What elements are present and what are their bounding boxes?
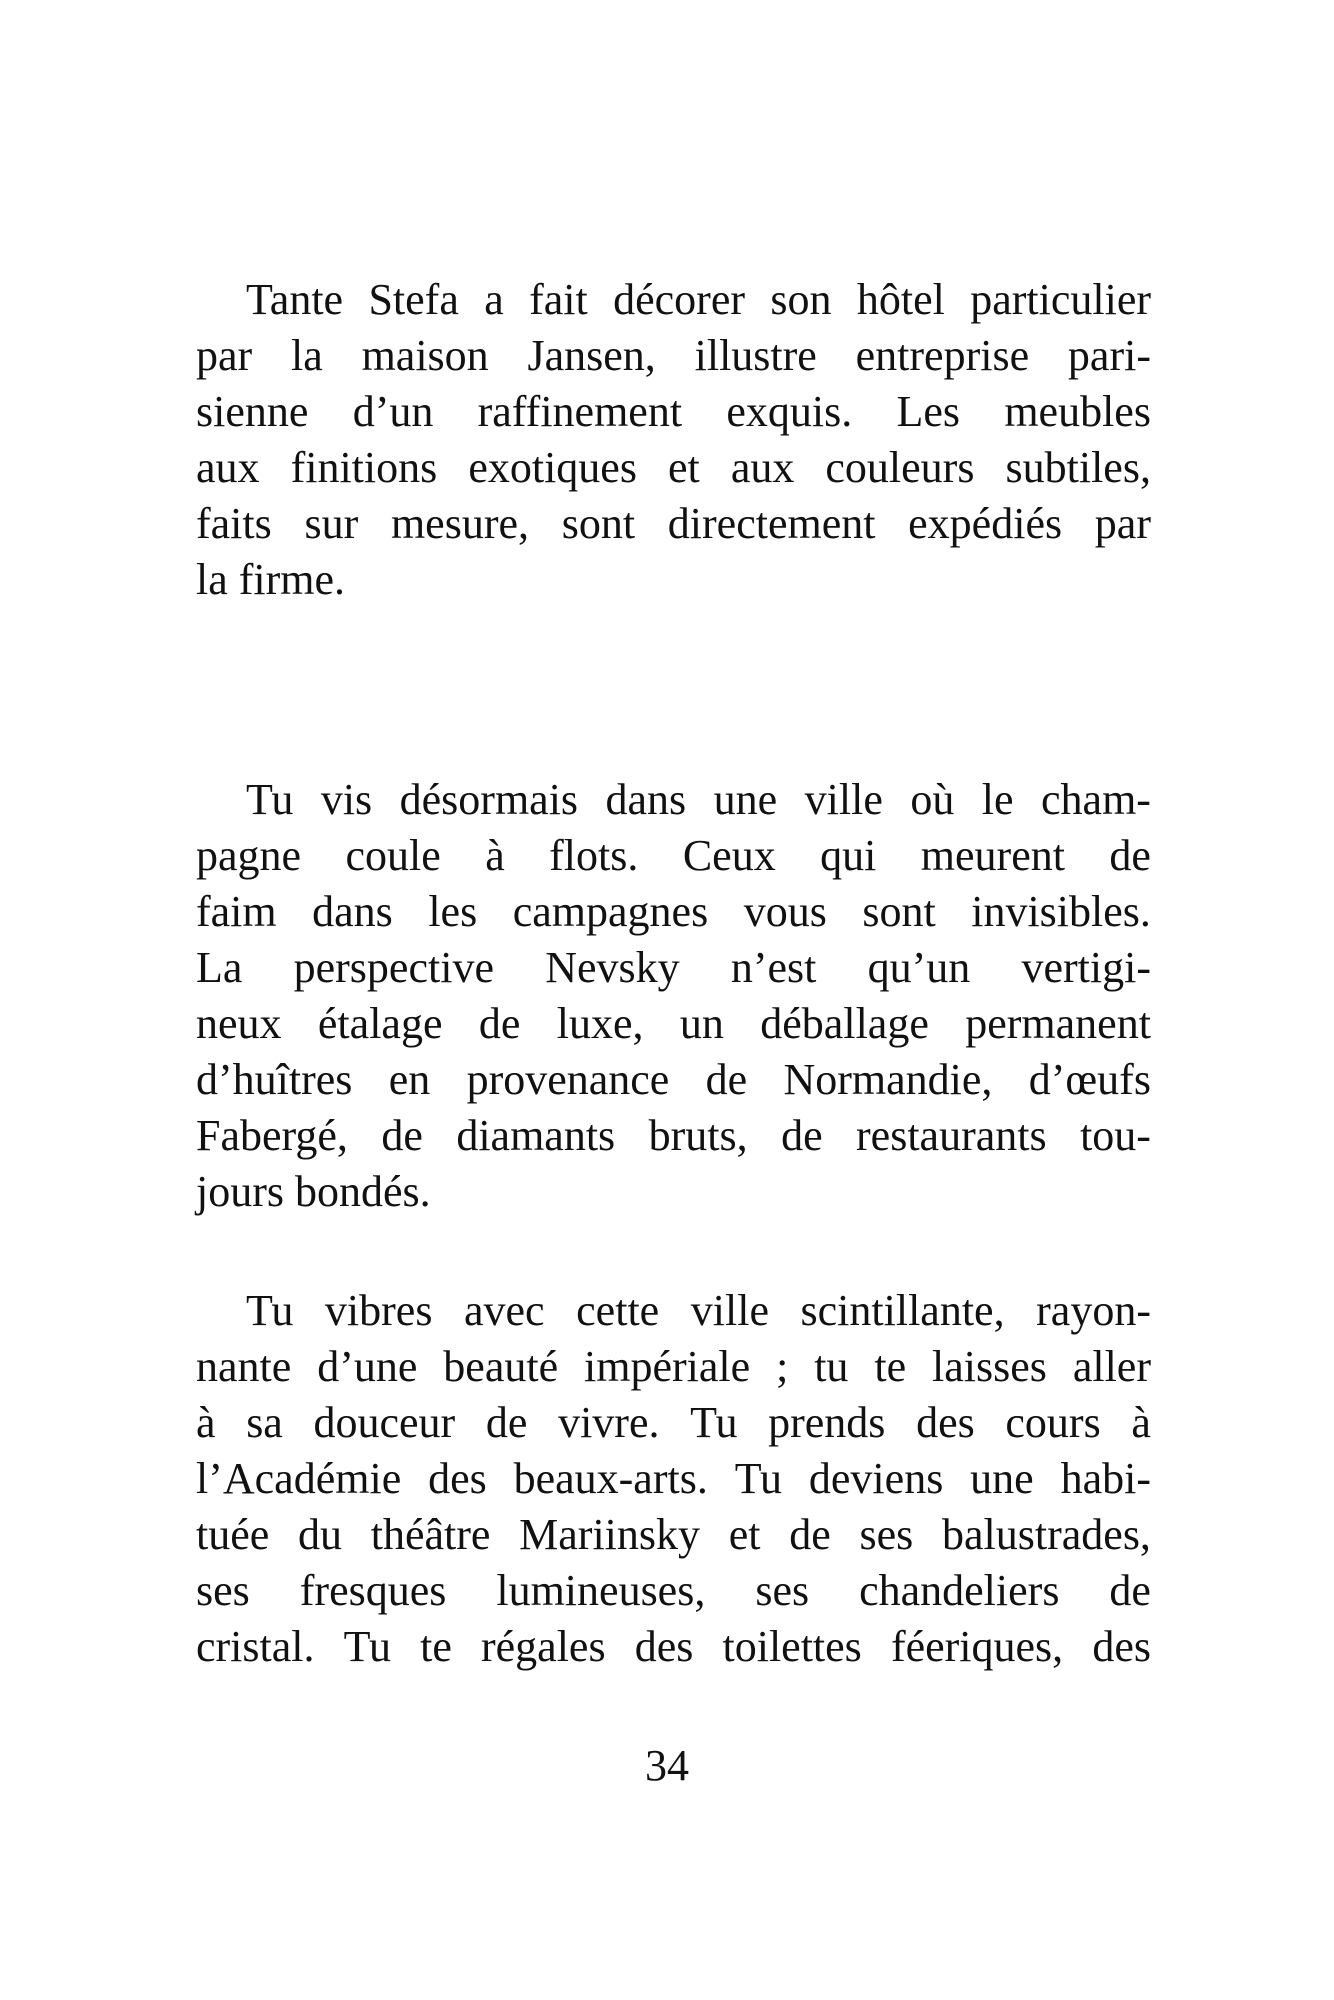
word: Normandie, (783, 1055, 993, 1104)
text-line (196, 496, 1151, 552)
word: te (874, 1342, 907, 1391)
word: couleurs (825, 443, 975, 492)
text-line (196, 552, 1151, 608)
word: impériale (584, 1342, 751, 1391)
word: nante (196, 1342, 292, 1391)
text-line (196, 384, 1151, 440)
word: du (298, 1510, 343, 1559)
word: de (781, 1111, 823, 1160)
word: désormais (399, 775, 579, 824)
word: faits (196, 499, 272, 548)
word: qu’un (867, 943, 971, 992)
word: de (381, 1111, 423, 1160)
word: Les (896, 387, 961, 436)
word: campagnes (512, 887, 709, 936)
text-line (196, 940, 1151, 996)
word: permanent (965, 999, 1151, 1048)
paragraph-3 (196, 1283, 1151, 1675)
word: flots. (549, 831, 639, 880)
word: laisses (932, 1342, 1047, 1391)
word: le (981, 775, 1014, 824)
word: particulier (970, 275, 1151, 324)
word: faim (196, 887, 277, 936)
word: Nevsky (545, 943, 680, 992)
word: expédiés (908, 499, 1063, 548)
word: Tante (246, 275, 344, 324)
word: l’Académie (196, 1454, 402, 1503)
text-line (196, 440, 1151, 496)
text-line (196, 328, 1151, 384)
word: Ceux (682, 831, 776, 880)
word: tuée (196, 1510, 270, 1559)
word: les (428, 887, 478, 936)
word: des (428, 1454, 487, 1503)
word: rayon- (1036, 1286, 1151, 1335)
word: d’œufs (1028, 1055, 1151, 1104)
word: perspective (293, 943, 494, 992)
word: Mariinsky (519, 1510, 701, 1559)
word: de (485, 1398, 528, 1447)
word: Tu (343, 1622, 391, 1671)
word: aux (196, 443, 260, 492)
word: sont (862, 887, 936, 936)
text-line (196, 772, 1151, 828)
word: n’est (730, 943, 817, 992)
word: maison (361, 331, 489, 380)
word: provenance (466, 1055, 670, 1104)
word: de (705, 1055, 748, 1104)
word: exotiques (468, 443, 637, 492)
word: fait (529, 275, 588, 324)
word: des (1092, 1622, 1151, 1671)
word: où (910, 775, 955, 824)
word: à (196, 1398, 216, 1447)
word: de (1109, 1566, 1151, 1615)
word: aux (730, 443, 795, 492)
text-line (196, 1451, 1151, 1507)
word: aller (1072, 1342, 1151, 1391)
word: vivre. (558, 1398, 660, 1447)
word: beaux-arts. (513, 1454, 708, 1503)
word: bruts, (648, 1111, 748, 1160)
word: meurent (920, 831, 1065, 880)
word: neux (196, 999, 282, 1048)
word: chandeliers (859, 1566, 1060, 1615)
word: sont (561, 499, 636, 548)
word: toilettes (722, 1622, 862, 1671)
word: son (770, 275, 832, 324)
word: meubles (1004, 387, 1151, 436)
word: diamants (456, 1111, 616, 1160)
word: jours (196, 1167, 284, 1216)
word: vous (743, 887, 827, 936)
text-line (196, 1108, 1151, 1164)
word: subtiles, (1005, 443, 1151, 492)
word: luxe, (556, 999, 644, 1048)
word: Tu (734, 1454, 783, 1503)
text-line (196, 828, 1151, 884)
word: féeriques, (890, 1622, 1064, 1671)
text-line (196, 1619, 1151, 1675)
word: par (1094, 499, 1151, 548)
word: qui (820, 831, 877, 880)
word: de (789, 1510, 831, 1559)
word: pagne (196, 831, 302, 880)
word: balustrades, (942, 1510, 1151, 1559)
word: cours (1005, 1398, 1101, 1447)
word: habi- (1060, 1454, 1151, 1503)
word: directement (667, 499, 876, 548)
word: ses (755, 1566, 810, 1615)
word: deviens (808, 1454, 944, 1503)
word: des (634, 1622, 694, 1671)
word: ses (859, 1510, 914, 1559)
word: ville (690, 1286, 769, 1335)
word: Tu (246, 1286, 294, 1335)
word: mesure, (390, 499, 530, 548)
text-line (196, 1164, 1151, 1220)
word: étalage (317, 999, 443, 1048)
word: te (420, 1622, 452, 1671)
paragraph-1 (196, 272, 1151, 608)
word: de (1109, 831, 1151, 880)
word: et (728, 1510, 761, 1559)
word: la (291, 331, 323, 380)
word: finitions (290, 443, 438, 492)
word: avec (464, 1286, 545, 1335)
word: cham- (1041, 775, 1151, 824)
word: ; (776, 1342, 789, 1391)
word: dans (312, 887, 393, 936)
word: vertigi- (1021, 943, 1151, 992)
word: et (668, 443, 700, 492)
text-line (196, 1283, 1151, 1339)
word: douceur (313, 1398, 456, 1447)
word: firme. (238, 555, 346, 604)
word: une (970, 1454, 1034, 1503)
text-line (196, 1052, 1151, 1108)
text-line (196, 1507, 1151, 1563)
word: hôtel (856, 275, 945, 324)
word: sa (246, 1398, 283, 1447)
word: sienne (196, 387, 309, 436)
word: à (485, 831, 505, 880)
text-line (196, 1339, 1151, 1395)
word: théâtre (370, 1510, 491, 1559)
word: d’une (317, 1342, 418, 1391)
word: beauté (443, 1342, 559, 1391)
word: Tu (246, 775, 294, 824)
word: invisibles. (971, 887, 1151, 936)
word: scintillante, (800, 1286, 1005, 1335)
text-line (196, 1563, 1151, 1619)
word: Jansen, (527, 331, 656, 380)
word: Stefa (368, 275, 459, 324)
word: Tu (690, 1398, 738, 1447)
word: bondés. (295, 1167, 431, 1216)
text-line (196, 884, 1151, 940)
word: La (196, 943, 243, 992)
word: décorer (613, 275, 746, 324)
word: en (388, 1055, 431, 1104)
word: d’un (352, 387, 434, 436)
word: à (1131, 1398, 1151, 1447)
word: fresques (299, 1566, 447, 1615)
word: vis (320, 775, 373, 824)
page-number: 34 (645, 1741, 689, 1790)
text-line (196, 272, 1151, 328)
word: une (713, 775, 778, 824)
word: des (916, 1398, 975, 1447)
word: de (478, 999, 521, 1048)
word: la (196, 555, 228, 604)
word: entreprise (855, 331, 1030, 380)
word: ville (804, 775, 883, 824)
word: Fabergé, (196, 1111, 348, 1160)
text-line (196, 996, 1151, 1052)
word: un (679, 999, 724, 1048)
word: ses (196, 1566, 250, 1615)
text-line (196, 1395, 1151, 1451)
word: dans (605, 775, 687, 824)
word: coule (345, 831, 441, 880)
word: exquis. (726, 387, 853, 436)
word: régales (481, 1622, 606, 1671)
word: lumineuses, (496, 1566, 706, 1615)
word: restaurants (856, 1111, 1047, 1160)
word: par (196, 331, 253, 380)
word: sur (304, 499, 359, 548)
word: illustre (694, 331, 817, 380)
word: prends (768, 1398, 886, 1447)
word: tu (814, 1342, 849, 1391)
word: vibres (324, 1286, 433, 1335)
word: d’huîtres (196, 1055, 353, 1104)
word: déballage (760, 999, 929, 1048)
word: tou- (1080, 1111, 1151, 1160)
word: cette (576, 1286, 660, 1335)
word: raffinement (477, 387, 683, 436)
word: pari- (1067, 331, 1151, 380)
paragraph-2 (196, 772, 1151, 1220)
word: cristal. (196, 1622, 315, 1671)
word: a (484, 275, 504, 324)
